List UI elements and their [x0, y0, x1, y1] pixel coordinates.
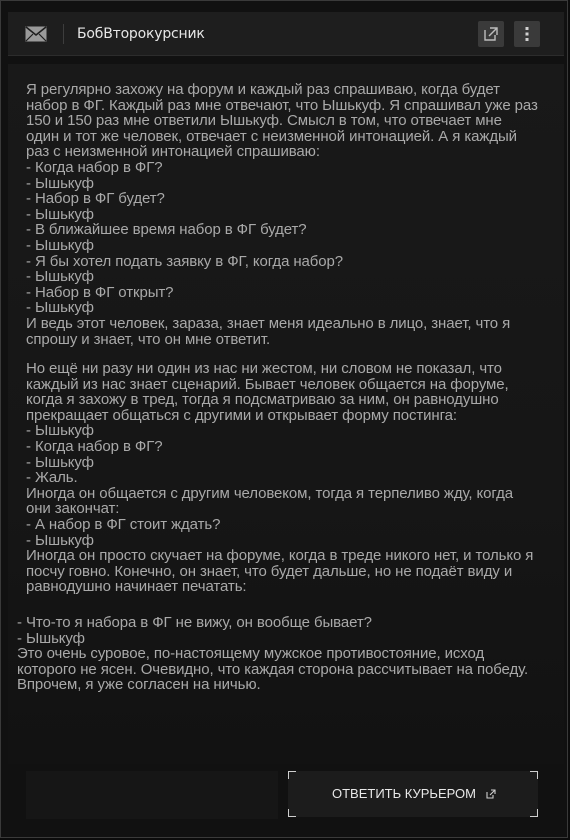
message-body	[8, 64, 564, 764]
footer-spacer	[26, 771, 278, 819]
window-header	[8, 12, 564, 56]
message-paragraph: Но ещё ни разу ни один из нас ни жестом, ни словом не показал, что каждый из нас знает сценарий. Бывает человек общается на форуме, когда я захожу в тред, тогда я подсматриваю за ним, он равнодушно прекращает общаться с другими и открывает форму постинга: - Ышькуф - Когда набор в ФГ? - Ышькуф - Жаль. Иногда он общается с другим человеком, тогда я терпеливо жду, когда они закончат: - А набор в ФГ стоит ждать? - Ышькуф Иногда он просто скучает на форуме, когда в треде никого нет, и только я посчу говно. Конечно, он знает, что будет дальше, но не подаёт виду и равнодушно начинает печатать:	[26, 360, 534, 596]
open-external-button[interactable]	[478, 21, 504, 47]
button-corner	[288, 809, 296, 817]
button-corner	[530, 771, 538, 779]
sender-name: БобВторокурсник	[77, 26, 205, 42]
external-link-icon	[478, 21, 504, 47]
external-link-icon	[485, 788, 497, 800]
reply-button-label: ОТВЕТИТЬ КУРЬЕРОМ	[332, 786, 476, 801]
message-paragraph: - Что-то я набора в ФГ не вижу, он вообще бывает? - Ышькуф Это очень суровое, по-настоящему мужское противостояние, исход которого не ясен. Очевидно, что каждая сторона рассчитывает на победу. Впрочем, я уже согласен на ничью.	[17, 614, 529, 694]
button-corner	[288, 771, 296, 779]
message-paragraph: Я регулярно захожу на форум и каждый раз спрашиваю, когда будет набор в ФГ. Каждый раз мне отвечают, что Ышькуф. Я спрашивал уже раз 150 и 150 раз мне ответили Ышькуф. Смысл в том, что отвечает мне один и тот же человек, отвечает с неизменной интонацией. А я каждый раз с неизменной интонацией спрашиваю: - Когда набор в ФГ? - Ышькуф - Набор в ФГ будет? - Ышькуф - В ближайшее время набор в ФГ будет? - Ышькуф - Я бы хотел подать заявку в ФГ, когда набор? - Ышькуф - Набор в ФГ открыт? - Ышькуф И ведь этот человек, зараза, знает меня идеально в лицо, знает, что я спрошу и знает, что он мне ответит.	[26, 81, 538, 348]
mail-icon	[25, 25, 47, 43]
reply-by-courier-button[interactable]	[288, 771, 538, 817]
more-vertical-icon	[514, 21, 540, 47]
message-text	[17, 81, 538, 707]
header-divider	[63, 24, 64, 44]
more-menu-button[interactable]	[514, 21, 540, 47]
button-corner	[530, 809, 538, 817]
